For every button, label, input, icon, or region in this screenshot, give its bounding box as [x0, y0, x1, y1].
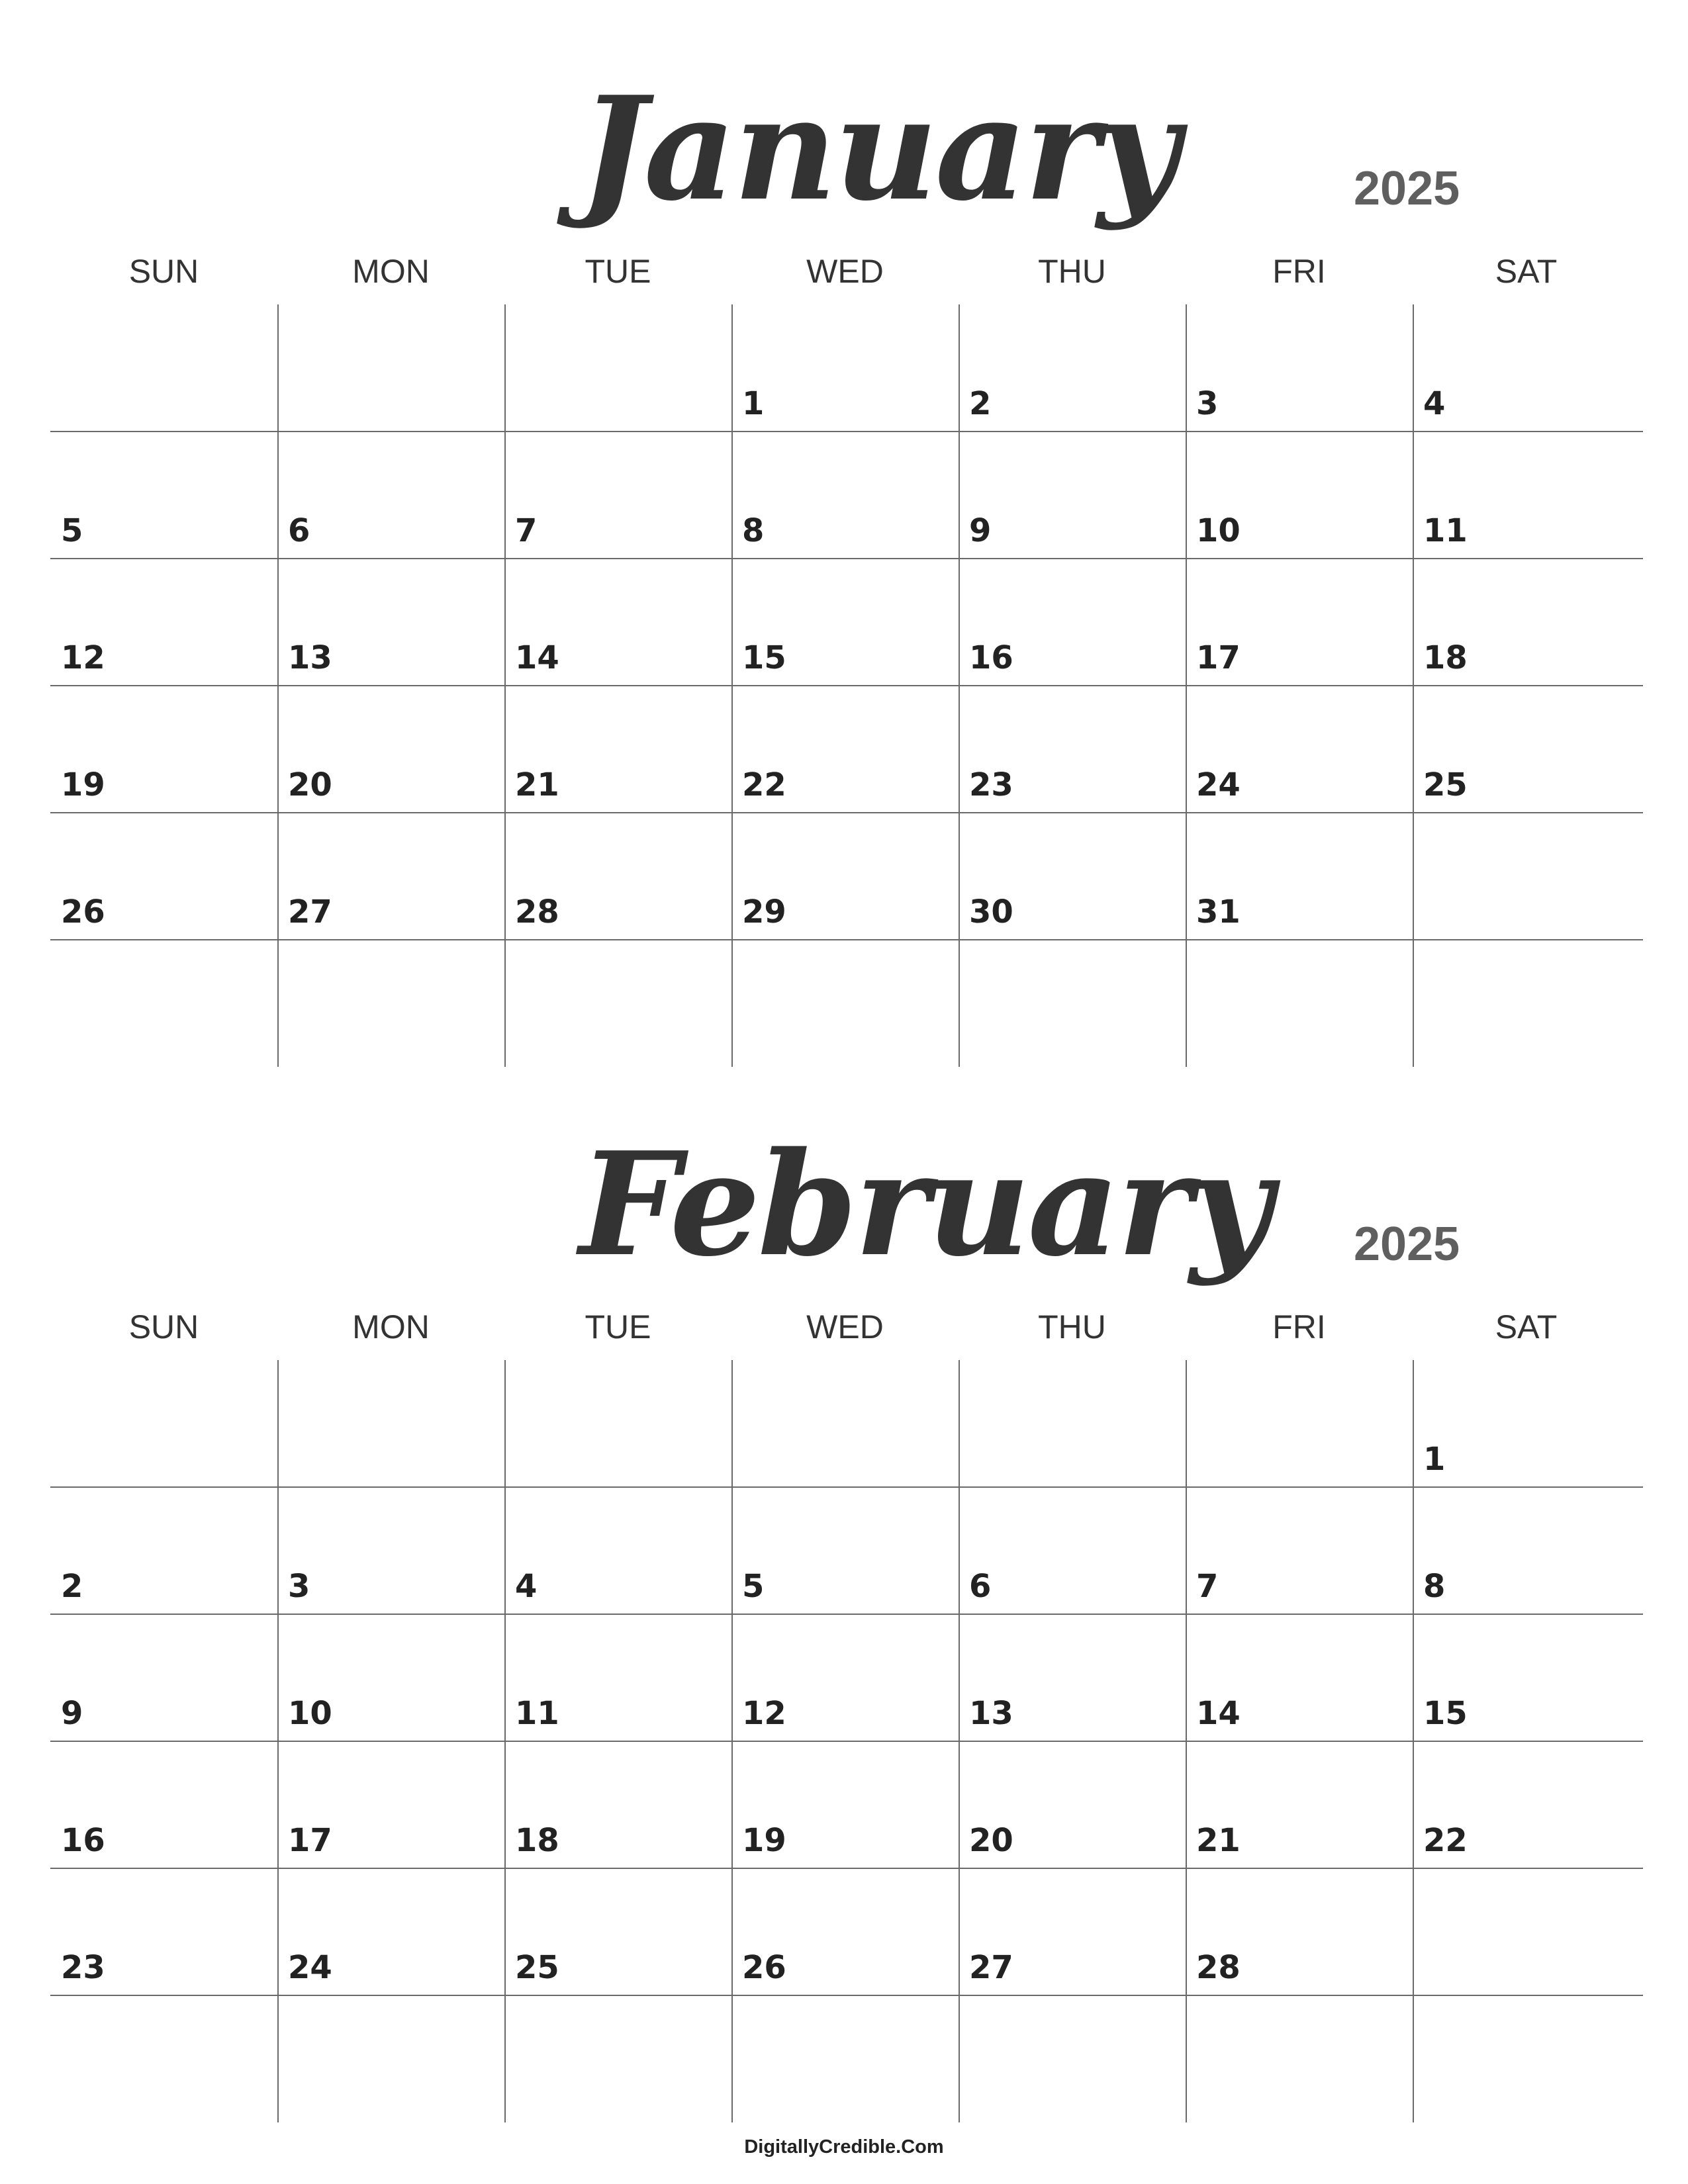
row-divider	[50, 939, 1643, 940]
day-cell-number: 30	[969, 893, 1013, 931]
day-cell-number: 26	[61, 893, 105, 931]
row-divider	[50, 1614, 1643, 1615]
day-cell-number: 28	[1196, 1949, 1241, 1986]
row-divider	[50, 1486, 1643, 1488]
weekday-thu: THU	[1038, 253, 1106, 290]
weekday-fri: FRI	[1272, 1308, 1326, 1345]
day-cell-number: 17	[1196, 639, 1241, 676]
day-cell-number: 25	[1423, 766, 1468, 803]
day-cell-number: 12	[61, 639, 105, 676]
year-label: 2025	[1354, 162, 1460, 215]
month-title: January	[579, 65, 1178, 232]
day-cell-number: 6	[288, 512, 310, 549]
weekday-mon: MON	[352, 1308, 430, 1345]
day-cell-number: 22	[1423, 1822, 1468, 1859]
day-cell-number: 1	[1423, 1441, 1446, 1478]
row-divider	[50, 685, 1643, 686]
weekday-sat: SAT	[1495, 253, 1558, 290]
day-cell-number: 4	[1423, 385, 1446, 422]
day-cell-number: 8	[742, 512, 765, 549]
day-cell-number: 20	[969, 1822, 1013, 1859]
calendar-grid	[50, 304, 1643, 1067]
weekday-wed: WED	[806, 1308, 884, 1345]
day-cell-number: 18	[1423, 639, 1468, 676]
day-cell-number: 15	[742, 639, 786, 676]
day-cell-number: 28	[515, 893, 559, 931]
weekday-fri: FRI	[1272, 253, 1326, 290]
day-cell-number: 20	[288, 766, 332, 803]
footer-website: DigitallyCredible.Com	[744, 2136, 944, 2158]
row-divider	[50, 1995, 1643, 1996]
day-cell-number: 19	[742, 1822, 786, 1859]
day-cell-number: 13	[288, 639, 332, 676]
day-cell-number: 3	[1196, 385, 1219, 422]
day-cell-number: 16	[969, 639, 1013, 676]
day-cell-number: 9	[61, 1695, 83, 1732]
day-cell-number: 7	[515, 512, 538, 549]
day-cell-number: 22	[742, 766, 786, 803]
day-cell-number: 17	[288, 1822, 332, 1859]
day-cell-number: 11	[1423, 512, 1468, 549]
day-cell-number: 10	[1196, 512, 1241, 549]
day-cell-number: 21	[1196, 1822, 1241, 1859]
weekday-sat: SAT	[1495, 1308, 1558, 1345]
day-cell-number: 15	[1423, 1695, 1468, 1732]
day-cell-number: 6	[969, 1568, 992, 1605]
day-cell-number: 2	[969, 385, 992, 422]
day-cell-number: 12	[742, 1695, 786, 1732]
day-cell-number: 21	[515, 766, 559, 803]
day-cell-number: 16	[61, 1822, 105, 1859]
weekday-sun: SUN	[128, 1308, 199, 1345]
day-cell-number: 24	[1196, 766, 1241, 803]
day-cell-number: 10	[288, 1695, 332, 1732]
weekday-sun: SUN	[128, 253, 199, 290]
day-cell-number: 13	[969, 1695, 1013, 1732]
calendar-grid	[50, 1360, 1643, 2122]
day-cell-number: 4	[515, 1568, 538, 1605]
day-cell-number: 19	[61, 766, 105, 803]
day-cell-number: 27	[288, 893, 332, 931]
day-cell-number: 1	[742, 385, 765, 422]
day-cell-number: 9	[969, 512, 992, 549]
day-cell-number: 24	[288, 1949, 332, 1986]
year-label: 2025	[1354, 1218, 1460, 1271]
day-cell-number: 5	[61, 512, 83, 549]
day-cell-number: 25	[515, 1949, 559, 1986]
day-cell-number: 18	[515, 1822, 559, 1859]
weekday-tue: TUE	[585, 253, 651, 290]
weekday-wed: WED	[806, 253, 884, 290]
row-divider	[50, 1741, 1643, 1742]
weekday-tue: TUE	[585, 1308, 651, 1345]
day-cell-number: 7	[1196, 1568, 1219, 1605]
day-cell-number: 3	[288, 1568, 310, 1605]
day-cell-number: 8	[1423, 1568, 1446, 1605]
day-cell-number: 23	[61, 1949, 105, 1986]
day-cell-number: 27	[969, 1949, 1013, 1986]
day-cell-number: 23	[969, 766, 1013, 803]
day-cell-number: 26	[742, 1949, 786, 1986]
day-cell-number: 14	[1196, 1695, 1241, 1732]
row-divider	[50, 1868, 1643, 1869]
row-divider	[50, 431, 1643, 432]
weekday-thu: THU	[1038, 1308, 1106, 1345]
month-title: February	[579, 1120, 1270, 1288]
weekday-mon: MON	[352, 253, 430, 290]
row-divider	[50, 812, 1643, 813]
day-cell-number: 5	[742, 1568, 765, 1605]
day-cell-number: 29	[742, 893, 786, 931]
day-cell-number: 31	[1196, 893, 1241, 931]
day-cell-number: 2	[61, 1568, 83, 1605]
day-cell-number: 14	[515, 639, 559, 676]
day-cell-number: 11	[515, 1695, 559, 1732]
row-divider	[50, 558, 1643, 559]
